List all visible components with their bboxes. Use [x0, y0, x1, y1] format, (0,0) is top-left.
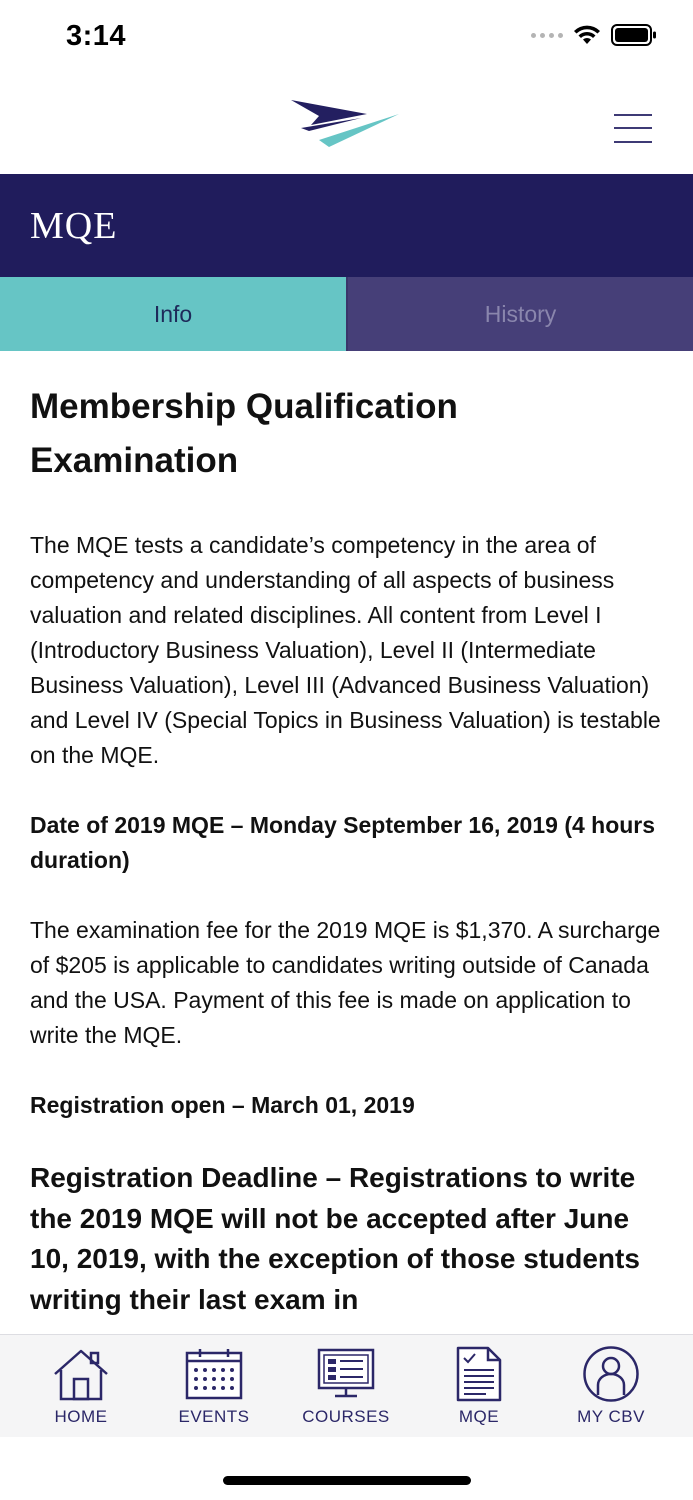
nav-label-my-cbv: MY CBV — [577, 1407, 645, 1426]
registration-open-text: Registration open – March 01, 2019 — [30, 1092, 415, 1118]
battery-icon — [611, 24, 657, 46]
content-scroll-area[interactable] — [30, 380, 670, 1334]
cbv-wing-logo[interactable] — [289, 98, 401, 148]
nav-item-events[interactable] — [154, 1345, 274, 1433]
registration-deadline-text: Registration Deadline – Registrations to write the 2019 MQE will not be accepted after June 10, 2019, with the exception of those students writing their last exam in — [30, 1162, 640, 1315]
hamburger-menu-icon[interactable] — [614, 114, 652, 144]
nav-item-my-cbv[interactable] — [551, 1345, 671, 1433]
fee-paragraph: The examination fee for the 2019 MQE is $1,370. A surcharge of $205 is applicable to candidates writing outside of Canada and the USA. Payment of this fee is made on application to write the MQE. — [30, 917, 661, 1048]
nav-item-home[interactable] — [21, 1345, 141, 1433]
document-icon — [456, 1346, 502, 1402]
page-title-bar — [0, 174, 693, 277]
status-icons — [531, 24, 657, 46]
monitor-icon — [317, 1348, 375, 1400]
nav-label-courses: COURSES — [302, 1407, 390, 1426]
calendar-icon — [185, 1348, 243, 1400]
tab-info[interactable]: Info — [0, 277, 346, 351]
intro-paragraph: The MQE tests a candidate’s competency in the area of competency and understanding of all aspects of business valuation and related disciplines. All content from Level I (Introductory Business Valuation), Level II (Intermediate Business Valuation), Level III (Advanced Business Valuation) and Level IV (Special Topics in Business Valuation) is testable on the MQE. — [30, 532, 661, 768]
user-icon — [582, 1345, 640, 1403]
nav-item-mqe[interactable] — [419, 1345, 539, 1433]
status-bar — [0, 0, 693, 76]
tab-history[interactable]: History — [346, 277, 693, 351]
exam-date-text: Date of 2019 MQE – Monday September 16, 2019 (4 hours duration) — [30, 812, 656, 873]
page-title: MQE — [30, 205, 118, 247]
content-heading: Membership Qualification Examination — [30, 387, 458, 480]
nav-label-mqe: MQE — [458, 1407, 500, 1426]
nav-item-courses[interactable] — [286, 1345, 406, 1433]
nav-label-home: HOME — [54, 1407, 108, 1426]
signal-dots-icon — [531, 33, 563, 38]
bottom-nav — [0, 1334, 693, 1437]
home-indicator[interactable] — [223, 1476, 471, 1485]
segment-tabs — [0, 277, 693, 351]
home-icon — [51, 1346, 111, 1402]
status-time: 3:14 — [66, 20, 127, 52]
wifi-icon — [573, 24, 601, 46]
nav-label-events: EVENTS — [178, 1407, 250, 1426]
app-header — [0, 76, 693, 174]
